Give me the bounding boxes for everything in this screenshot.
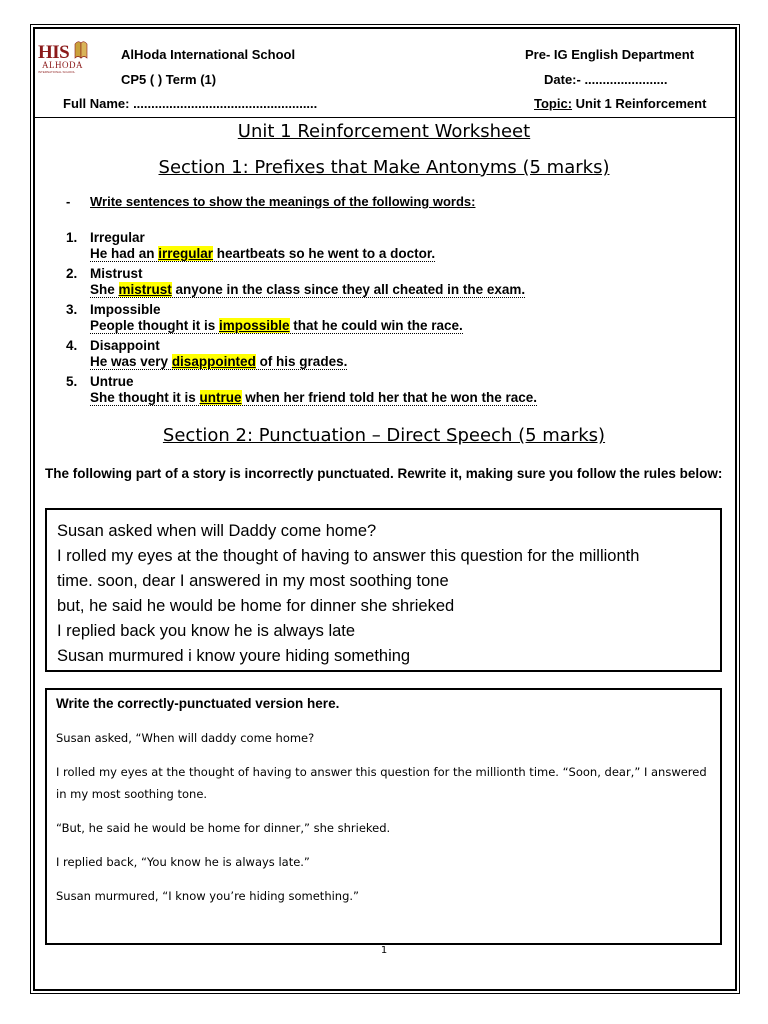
item-answer: He had an irregular heartbeats so he went to a doctor. bbox=[90, 246, 436, 261]
instruction-text: Write sentences to show the meanings of the following words: bbox=[90, 194, 476, 209]
bullet-dash: - bbox=[66, 194, 71, 209]
item-number: 4. bbox=[66, 338, 78, 353]
logo-text: HIS bbox=[38, 42, 70, 63]
highlighted-word: mistrust bbox=[118, 282, 172, 297]
story-line: Susan murmured i know youre hiding something bbox=[57, 647, 411, 665]
item-number: 2. bbox=[66, 266, 78, 281]
list-item bbox=[66, 338, 537, 374]
story-line: but, he said he would be home for dinner she shrieked bbox=[57, 597, 455, 615]
answer-paragraph: Susan murmured, “I know you’re hiding something.” bbox=[56, 889, 360, 903]
worksheet-title: Unit 1 Reinforcement Worksheet bbox=[237, 121, 531, 142]
highlighted-word: irregular bbox=[158, 246, 214, 261]
answer-paragraph: Susan asked, “When will daddy come home? bbox=[56, 731, 315, 745]
item-number: 5. bbox=[66, 374, 78, 389]
answer-paragraph: I rolled my eyes at the thought of having to answer this question for the millionth time. “Soon, dear,” I answered in my most soothing tone. bbox=[56, 765, 707, 801]
item-number: 1. bbox=[66, 230, 78, 245]
section1-title: Section 1: Prefixes that Make Antonyms (5 marks) bbox=[158, 157, 610, 178]
answer-paragraph: I replied back, “You know he is always late.” bbox=[56, 855, 310, 869]
story-line: I rolled my eyes at the thought of having to answer this question for the millionth bbox=[57, 547, 640, 565]
item-word: Impossible bbox=[90, 302, 161, 317]
list-item bbox=[66, 302, 537, 338]
answer-heading: Write the correctly-punctuated version here. bbox=[56, 696, 340, 711]
date-field: Date:- ....................... bbox=[544, 72, 668, 87]
item-answer: She mistrust anyone in the class since they all cheated in the exam. bbox=[90, 282, 526, 297]
item-answer: He was very disappointed of his grades. bbox=[90, 354, 348, 369]
answer-paragraph: “But, he said he would be home for dinner,” she shrieked. bbox=[56, 821, 391, 835]
item-answer: People thought it is impossible that he could win the race. bbox=[90, 318, 463, 333]
list-item bbox=[66, 266, 537, 302]
story-line: Susan asked when will Daddy come home? bbox=[57, 522, 377, 540]
story-box bbox=[45, 508, 722, 672]
item-word: Irregular bbox=[90, 230, 145, 245]
item-word: Mistrust bbox=[90, 266, 143, 281]
page-number: 1 bbox=[380, 945, 388, 956]
topic-label: Topic: bbox=[534, 96, 573, 111]
logo-subtext: ALHODA bbox=[42, 60, 83, 70]
highlighted-word: impossible bbox=[219, 318, 290, 333]
section1-instruction bbox=[66, 194, 475, 209]
class-term: CP5 ( ) Term (1) bbox=[121, 72, 217, 87]
section2-intro: The following part of a story is incorrectly punctuated. Rewrite it, making sure you follow the rules below: bbox=[45, 466, 723, 481]
header-divider bbox=[33, 117, 737, 118]
item-word: Disappoint bbox=[90, 338, 160, 353]
section2-title: Section 2: Punctuation – Direct Speech (5 marks) bbox=[162, 425, 606, 446]
highlighted-word: disappointed bbox=[171, 354, 256, 369]
full-name-field: Full Name: ................................................... bbox=[63, 96, 318, 111]
department-name: Pre- IG English Department bbox=[525, 47, 695, 62]
story-line: time. soon, dear I answered in my most soothing tone bbox=[57, 572, 449, 590]
list-item bbox=[66, 230, 537, 266]
book-icon bbox=[74, 40, 88, 60]
logo-tagline: INTERNATIONAL SCHOOL bbox=[38, 70, 76, 74]
item-answer: She thought it is untrue when her friend told her that he won the race. bbox=[90, 390, 538, 405]
answer-box bbox=[45, 688, 722, 945]
school-logo bbox=[38, 40, 92, 76]
item-word: Untrue bbox=[90, 374, 134, 389]
topic-line bbox=[534, 96, 706, 111]
story-line: I replied back you know he is always late bbox=[57, 622, 356, 640]
topic-value: Unit 1 Reinforcement bbox=[575, 96, 707, 111]
highlighted-word: untrue bbox=[199, 390, 242, 405]
school-name: AlHoda International School bbox=[121, 47, 296, 62]
question-list bbox=[66, 230, 537, 410]
item-number: 3. bbox=[66, 302, 78, 317]
list-item bbox=[66, 374, 537, 410]
